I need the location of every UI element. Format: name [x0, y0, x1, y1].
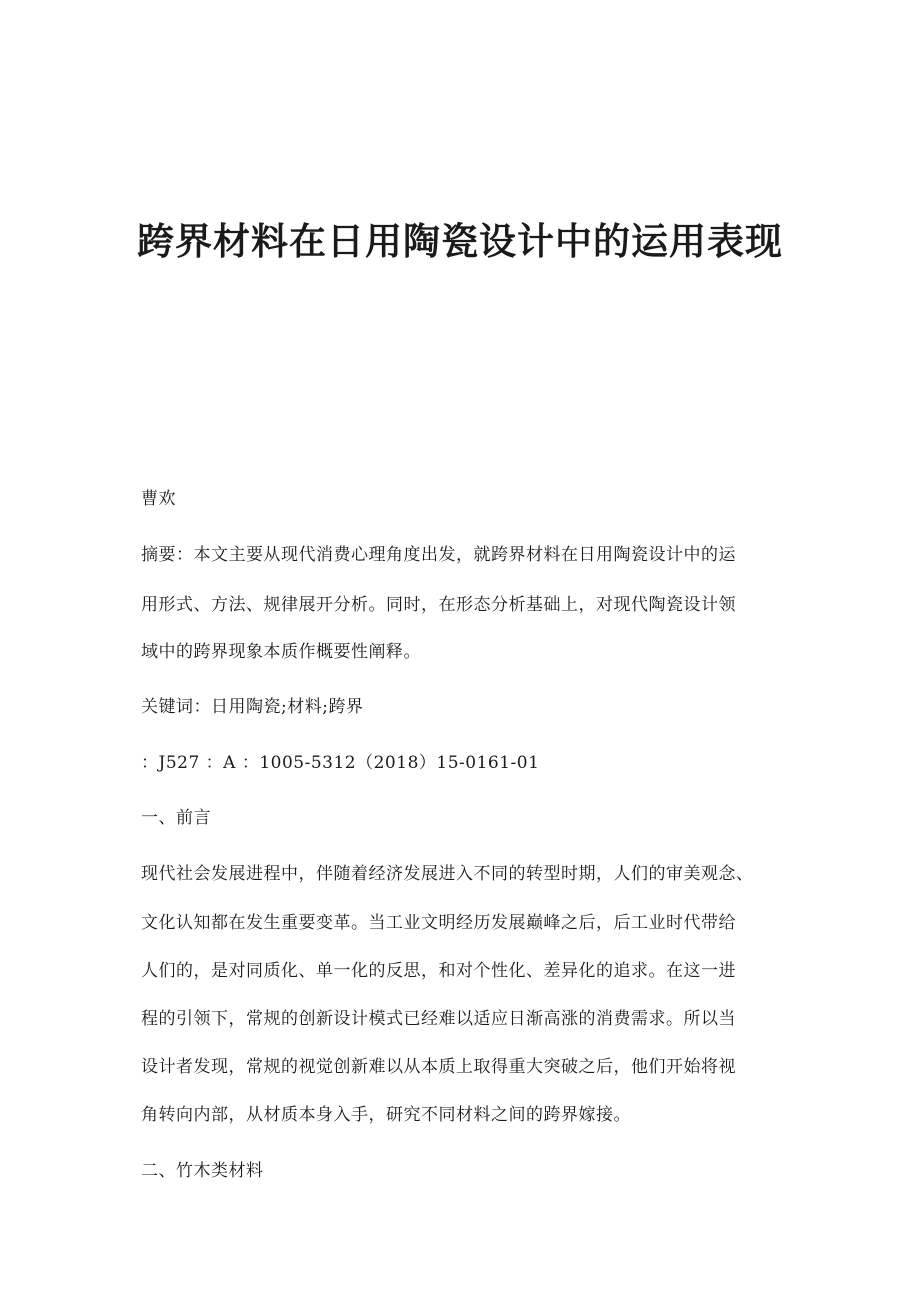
classification-line: ：J527 ：A ：1005-5312（2018）15-0161-01 — [141, 753, 540, 773]
section-heading-preface: 一、前言 — [141, 808, 211, 828]
author-name: 曹欢 — [141, 489, 176, 509]
abstract-line: 摘要：本文主要从现代消费心理角度出发，就跨界材料在日用陶瓷设计中的运 — [141, 545, 736, 565]
keywords-line: 关键词：日用陶瓷;材料;跨界 — [141, 697, 364, 717]
abstract-line: 用形式、方法、规律展开分析。同时，在形态分析基础上，对现代陶瓷设计领 — [141, 595, 736, 615]
body-paragraph-line: 设计者发现，常规的视觉创新难以从本质上取得重大突破之后，他们开始将视 — [141, 1057, 736, 1077]
body-paragraph-line: 人们的，是对同质化、单一化的反思，和对个性化、差异化的追求。在这一进 — [141, 961, 736, 981]
page-title: 跨界材料在日用陶瓷设计中的运用表现 — [137, 220, 783, 263]
section-heading-bamboo-wood: 二、竹木类材料 — [141, 1161, 264, 1181]
body-paragraph-line: 程的引领下，常规的创新设计模式已经难以适应日渐高涨的消费需求。所以当 — [141, 1009, 736, 1029]
body-paragraph-line: 现代社会发展进程中，伴随着经济发展进入不同的转型时期，人们的审美观念、 — [141, 864, 754, 884]
body-paragraph-line: 角转向内部，从材质本身入手，研究不同材料之间的跨界嫁接。 — [141, 1105, 631, 1125]
abstract-line: 域中的跨界现象本质作概要性阐释。 — [141, 642, 421, 662]
body-paragraph-line: 文化认知都在发生重要变革。当工业文明经历发展巅峰之后，后工业时代带给 — [141, 913, 736, 933]
